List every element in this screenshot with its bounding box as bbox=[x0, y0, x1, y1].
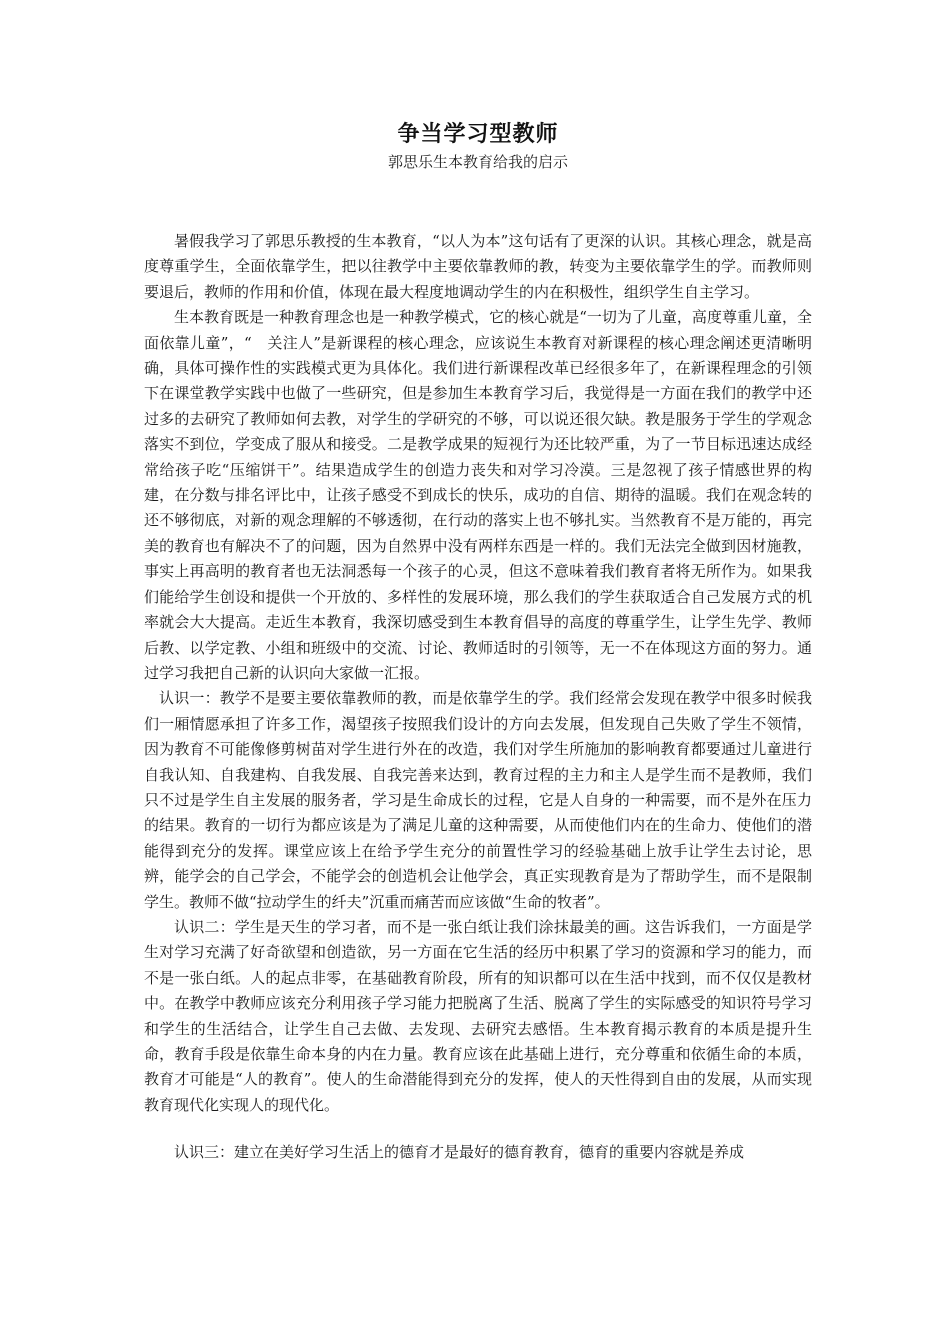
paragraph-intro: 暑假我学习了郭思乐教授的生本教育，“以人为本”这句话有了更深的认识。其核心理念，就是高度尊重学生，全面依靠学生，把以往教学中主要依靠教师的教，转变为主要依靠学生的学。而教师则要退后，教师的作用和价值，体现在最大程度地调动学生的内在积极性，组织学生自主学习。 bbox=[144, 232, 812, 301]
paragraph-insight-three: 认识三：建立在美好学习生活上的德育才是最好的德育教育，德育的重要内容就是养成 bbox=[174, 1143, 745, 1162]
document-subtitle: 郭思乐生本教育给我的启示 bbox=[387, 153, 568, 171]
paragraph-insight-two: 认识二：学生是天生的学习者，而不是一张白纸让我们涂抹最美的画。这告诉我们，一方面是学生对学习充满了好奇欲望和创造欲，另一方面在它生活的经历中积累了学习的资源和学习的能力，而不是一张白纸。人的起点非零，在基础教育阶段，所有的知识都可以在生活中找到，而不仅仅是教材中。在教学中教师应该充分利用孩子学习能力把脱离了生活、脱离了学生的实际感受的知识符号学习和学生的生活结合，让学生自己去做、去发现、去研究去感悟。生本教育揭示教育的本质是提升生命，教育手段是依靠生命本身的内在力量。教育应该在此基础上进行，充分尊重和依循生命的本质，教育才可能是“人的教育”。使人的生命潜能得到充分的发挥，使人的天性得到自由的发展，从而实现教育现代化实现人的现代化。 bbox=[144, 917, 812, 1114]
document-title: 争当学习型教师 bbox=[397, 122, 559, 147]
document-body bbox=[144, 229, 812, 1166]
paragraph-reflection: 生本教育既是一种教育理念也是一种教学模式，它的核心就是“一切为了儿童，高度尊重儿童，全面依靠儿童”，“ 关注人”是新课程的核心理念，应该说生本教育对新课程的核心理念阐述更清晰明确，具体可操作性的实践模式更为具体化。我们进行新课程改革已经很多年了，在新课程理念的引领下在课堂教学实践中也做了一些研究，但是参加生本教育学习后，我觉得是一方面在我们的教学中还过多的去研究了教师如何去教，对学生的学研究的不够，可以说还很欠缺。教是服务于学生的学观念落实不到位，学变成了服从和接受。二是教学成果的短视行为还比较严重，为了一节目标迅速达成经常给孩子吃“压缩饼干”。结果造成学生的创造力丧失和对学习冷漠。三是忽视了孩子情感世界的构建，在分数与排名评比中，让孩子感受不到成长的快乐，成功的自信、期待的温暖。我们在观念转的还不够彻底，对新的观念理解的不够透彻，在行动的落实上也不够扎实。当然教育不是万能的，再完美的教育也有解决不了的问题，因为自然界中没有两样东西是一样的。我们无法完全做到因材施教，事实上再高明的教育者也无法洞悉每一个孩子的心灵，但这不意味着我们教育者将无所作为。如果我们能给学生创设和提供一个开放的、多样性的发展环境，那么我们的学生获取适合自己发展方式的机率就会大大提高。走近生本教育，我深切感受到生本教育倡导的高度的尊重学生，让学生先学、教师后教、以学定教、小组和班级中的交流、讨论、教师适时的引领等，无一不在体现这方面的努力。通过学习我把自己新的认识向大家做一汇报。 bbox=[144, 308, 812, 682]
paragraph-insight-one: 认识一：教学不是要主要依靠教师的教，而是依靠学生的学。我们经常会发现在教学中很多时候我们一厢情愿承担了许多工作，渴望孩子按照我们设计的方向去发展，但发现自己失败了学生不领情，因为教育不可能像修剪树苗对学生进行外在的改造，我们对学生所施加的影响教育都要通过儿童进行自我认知、自我建构、自我发展、自我完善来达到，教育过程的主力和主人是学生而不是教师，我们只不过是学生自主发展的服务者，学习是生命成长的过程，它是人自身的一种需要，而不是外在压力的结果。教育的一切行为都应该是为了满足儿童的这种需要，从而使他们内在的生命力、使他们的潜能得到充分的发挥。课堂应该上在给予学生充分的前置性学习的经验基础上放手让学生去讨论，思辨，能学会的自己学会，不能学会的创造机会让他学会，真正实现教育是为了帮助学生，而不是限制学生。教师不做“拉动学生的纤夫”沉重而痛苦而应该做“生命的牧者”。 bbox=[144, 689, 812, 911]
document-page bbox=[144, 0, 812, 1166]
